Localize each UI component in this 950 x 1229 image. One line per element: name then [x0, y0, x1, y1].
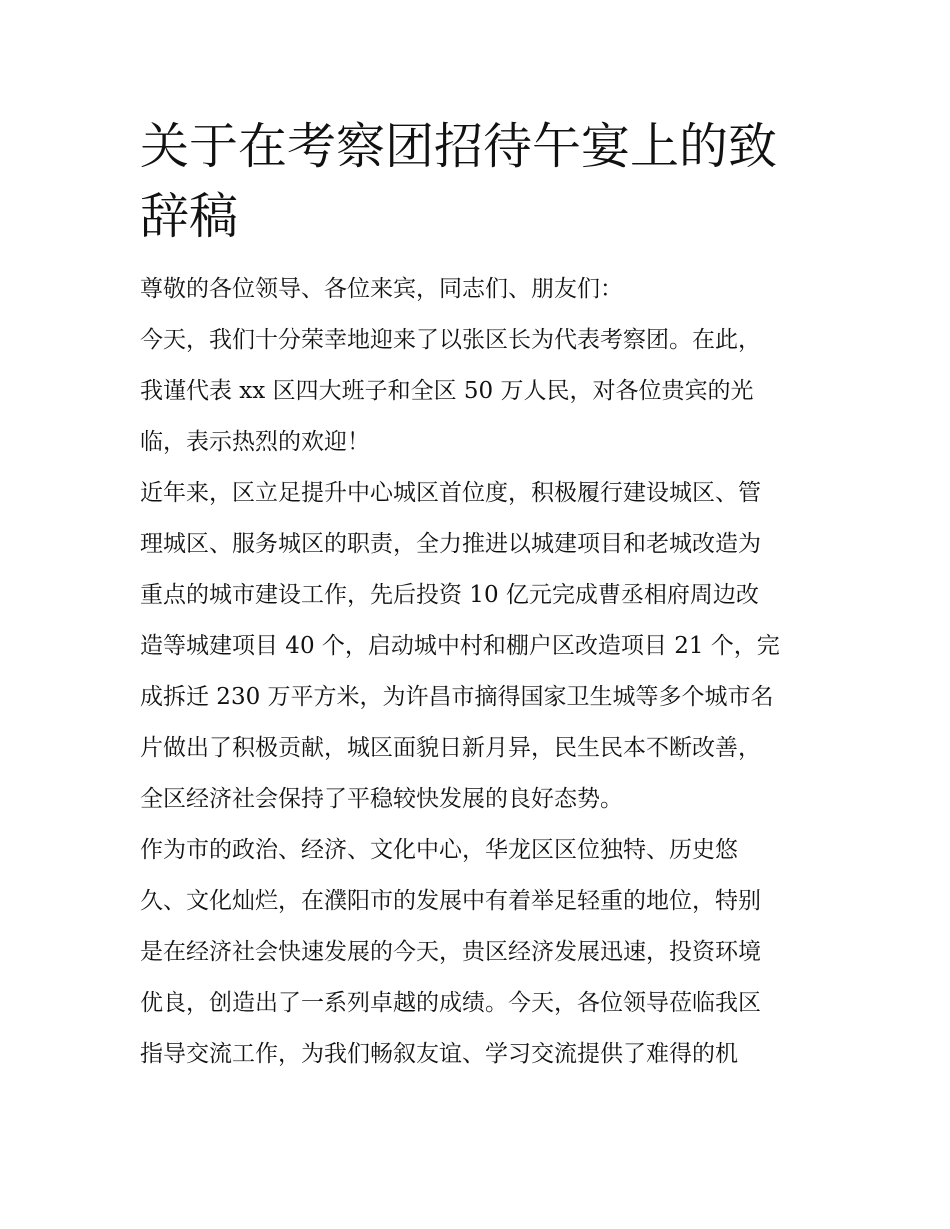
text-line: 我谨代表 xx 区四大班子和全区 50 万人民，对各位贵宾的光: [140, 378, 754, 404]
text-line: 近年来，区立足提升中心城区首位度，积极履行建设城区、管: [140, 480, 761, 506]
text-line: 造等城建项目 40 个，启动城中村和棚户区改造项目 21 个，完: [140, 633, 780, 659]
text-line: 理城区、服务城区的职责，全力推进以城建项目和老城改造为: [140, 531, 761, 557]
text-line: 尊敬的各位领导、各位来宾，同志们、朋友们：: [140, 276, 623, 302]
guest-region-paragraph: [140, 825, 820, 1080]
text-line: 今天，我们十分荣幸地迎来了以张区长为代表考察团。在此，: [140, 327, 761, 353]
text-line: 片做出了积极贡献，城区面貌日新月异，民生民本不断改善，: [140, 735, 761, 761]
achievements-paragraph: [140, 468, 820, 825]
text-line: 重点的城市建设工作，先后投资 10 亿元完成曹丞相府周边改: [140, 582, 759, 608]
title-line: 关于在考察团招待午宴上的致: [140, 118, 778, 175]
text-line: 成拆迁 230 万平方米，为许昌市摘得国家卫生城等多个城市名: [140, 684, 774, 710]
document-title: [140, 112, 820, 252]
text-line: 是在经济社会快速发展的今天，贵区经济发展迅速，投资环境: [140, 939, 761, 965]
welcome-paragraph: [140, 315, 820, 468]
text-line: 作为市的政治、经济、文化中心，华龙区区位独特、历史悠: [140, 837, 738, 863]
text-line: 指导交流工作，为我们畅叙友谊、学习交流提供了难得的机: [140, 1041, 738, 1067]
text-line: 全区经济社会保持了平稳较快发展的良好态势。: [140, 786, 623, 812]
text-line: 临，表示热烈的欢迎！: [140, 429, 370, 455]
salutation-paragraph: [140, 264, 820, 315]
document-body: [140, 112, 820, 1080]
text-line: 久、文化灿烂，在濮阳市的发展中有着举足轻重的地位，特别: [140, 888, 761, 914]
title-line: 辞稿: [140, 188, 239, 245]
text-line: 优良，创造出了一系列卓越的成绩。今天，各位领导莅临我区: [140, 990, 761, 1016]
